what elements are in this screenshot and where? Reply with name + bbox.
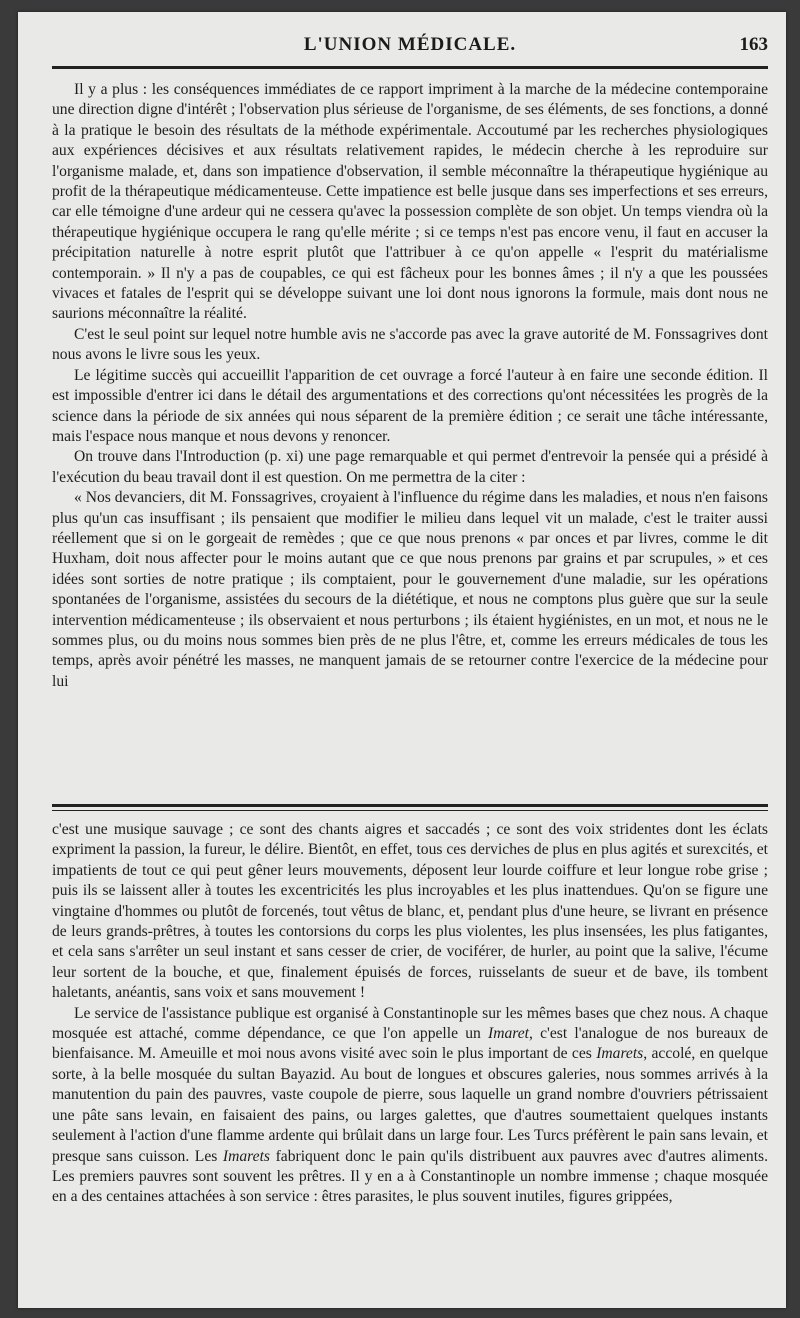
text-run: Le service de l'assistance publique est organisé à Constantinople sur les mêmes bases que chez nous. A chaque mosquée est attaché, comme dépendance, ce que l'on appelle un: [52, 1004, 768, 1043]
feuilleton-paragraph: [52, 1004, 768, 1208]
page-sheet: [18, 12, 786, 1308]
article-paragraph: C'est le seul point sur lequel notre humble avis ne s'accorde pas avec la grave autorité de M. Fonssagrives dont nous avons le livre sous les yeux.: [52, 325, 768, 364]
text-run: , accolé, en quelque sorte, à la belle mosquée du sultan Bayazid. Au bout de longues et obscures galeries, nous sommes arrivés à la manutention du pain des pauvres, vaste coupole de pierre, sous laquelle un grand nombre d'ouvriers pétrissaient une pâte sans levain, en faisaient des pains, ou larges galettes, que d'autres soumettaient quelques instants seulement à l'action d'une flamme ardente qui brûlait dans un large four. Les Turcs préfèrent le pain sans levain, et presque sans cuisson. Les: [52, 1045, 769, 1165]
feuilleton-rule-thick: [52, 804, 768, 807]
feuilleton-rule-thin: [52, 810, 768, 811]
italic-term: Imarets: [222, 1147, 270, 1165]
quotation-paragraph: « Nos devanciers, dit M. Fonssagrives, croyaient à l'influence du régime dans les maladies, et nous n'en faisons plus qu'un cas insuffisant ; ils pensaient que modifier le milieu dans lequel vit un malade, c'est le traiter aussi réellement que si on le gorgeait de remèdes ; que ce que nous prenons « par onces et par livres, comme le dit Huxham, doit nous affecter pour le moins autant que ce que nous prenons par grains et par scrupules, » et ces idées sont sorties de notre pratique ; ils comptaient, pour le gouvernement d'une maladie, sur les opérations spontanées de l'organisme, assistées du secours de la diététique, et nous ne comptons plus guère que sur la seule intervention médicamenteuse ; ils observaient et nous perturbons ; ils étaient hygiénistes, en un mot, et nous ne le sommes plus, ou du moins nous sommes bien près de ne plus l'être, et, comme les erreurs médicales de tous les temps, après avoir pénétré les masses, ne manquent jamais de se retourner contre l'exercice de la médecine pour lui: [52, 489, 768, 690]
italic-term: Imarets: [596, 1045, 644, 1063]
header-rule: [52, 66, 768, 69]
text-run: fabriquent donc le pain qu'ils distribuent aux pauvres avec d'autres aliments. Les premiers pauvres sont souvent les prêtres. Il y en a à Constantinople un nombre immense ; chaque mosquée en a des centaines attachées à son service : êtres parasites, le plus souvent inutiles, figures grippées,: [52, 1147, 768, 1206]
feuilleton-body: [52, 820, 768, 1208]
text-run: , c'est l'analogue de nos bureaux de bienfaisance. M. Ameuille et moi nous avons visité avec soin le plus important de ces: [52, 1025, 768, 1063]
page-header: [52, 34, 768, 62]
page-number: 163: [739, 34, 768, 55]
article-paragraph: Le légitime succès qui accueillit l'apparition de cet ouvrage a forcé l'auteur à en faire une seconde édition. Il est impossible d'entrer ici dans le détail des argumentations et des corrections qu'ont nécessitées les progrès de la science dans la période de six années qui nous séparent de la première édition ; ce serait une tâche intéressante, mais l'espace nous manque et nous devons y renoncer.: [52, 366, 768, 445]
article-paragraph: On trouve dans l'Introduction (p. xi) une page remarquable et qui permet d'entrevoir la pensée qui a présidé à l'exécution du beau travail dont il est question. On me permettra de la citer :: [52, 448, 768, 486]
article-paragraph: Il y a plus : les conséquences immédiates de ce rapport impriment à la marche de la médecine contemporaine une direction digne d'intérêt ; l'observation plus sérieuse de l'organisme, de ses éléments, de ses fonctions, a donné à la pratique le besoin des résultats de la méthode expérimentale. Accoutumé par les recherches physiologiques aux expériences décisives et aux résultats relativement rapides, le médecin cherche à les reproduire sur l'organisme malade, et, dans son impatience d'observation, il semble méconnaître la thérapeutique hygiénique au profit de la thérapeutique médicamenteuse. Cette impatience est belle jusque dans ses imperfections et ses erreurs, car elle témoigne d'une ardeur qui ne cessera qu'avec la possession complète de son objet. Un temps viendra où la thérapeutique hygiénique occupera le rang qu'elle mérite ; si ce temps n'est pas encore venu, il faut en accuser la précipitation naturelle à notre esprit plutôt que l'attribuer à ce qu'on appelle « l'esprit du matérialisme contemporain. » Il n'y a pas de coupables, ce qui est fâcheux pour les bonnes âmes ; il n'y a que les poussées vivaces et fatales de l'esprit qui se développe suivant une loi dont nous ignorons la formule, mais dont nous ne saurions méconnaître la réalité.: [52, 81, 768, 323]
feuilleton-paragraph: c'est une musique sauvage ; ce sont des chants aigres et saccadés ; ce sont des voix stridentes dont les éclats expriment la passion, la fureur, le délire. Bientôt, en effet, tous ces derviches de plus en plus agités et surexcités, et impatients de tout ce qui peut gêner leurs mouvements, déposent leur lourde coiffure et leur longue robe grise ; puis ils se laissent aller à toutes les excentricités les plus incroyables et les plus inattendues. Qu'on se figure une vingtaine d'hommes ou plutôt de forcenés, tout vêtus de blanc, et, pendant plus d'une heure, se livrant en présence de leurs grands-prêtres, à toutes les contorsions du corps les plus violentes, les plus insensées, les plus fatigantes, et cela sans s'arrêter un seul instant et sans cesser de crier, de vociférer, de hurler, au point que la salive, l'écume leur sortent de la bouche, et que, finalement épuisés de forces, ruisselants de sueur et de bave, ils tombent haletants, anéantis, sans voix et sans mouvement !: [52, 821, 768, 1002]
running-title: L'UNION MÉDICALE.: [303, 34, 517, 55]
article-body: [52, 80, 768, 692]
italic-term: Imaret: [488, 1025, 530, 1043]
